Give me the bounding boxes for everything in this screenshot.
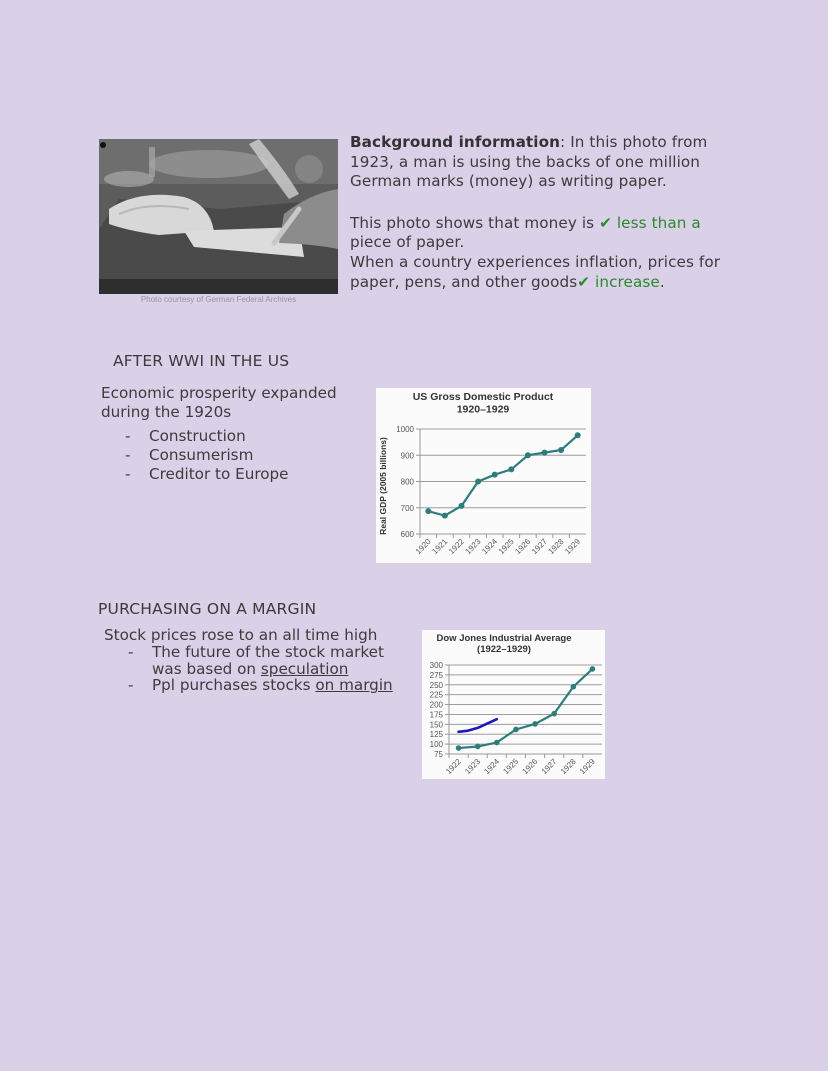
background-paragraph (350, 133, 730, 192)
data-point (442, 513, 448, 519)
gdp-chart (376, 388, 591, 563)
background-text: : In this photo from 1923, a man is using the backs of one million German marks (money) as writing paper. (350, 133, 708, 191)
data-point (513, 727, 519, 733)
y-tick-label: 75 (434, 750, 443, 759)
chart-subtitle: (1922–1929) (477, 644, 531, 655)
bullet-item (104, 644, 414, 678)
q2-answer: increase (590, 272, 660, 291)
section1-intro-line1: Economic prosperity expanded (101, 384, 337, 402)
y-tick-label: 300 (429, 661, 443, 670)
section2-body (104, 627, 414, 694)
data-point (456, 745, 462, 751)
background-info (350, 133, 740, 292)
question-1 (350, 214, 740, 253)
x-tick-label: 1929 (563, 537, 583, 556)
x-tick-label: 1924 (480, 537, 500, 556)
data-point (508, 466, 514, 472)
section2-intro: Stock prices rose to an all time high (104, 626, 378, 644)
bullet-text: was based on (152, 659, 261, 678)
y-tick-label: 150 (429, 720, 443, 730)
y-tick-label: 600 (400, 530, 414, 539)
y-tick-label: 100 (429, 740, 443, 750)
x-tick-label: 1928 (558, 757, 578, 776)
bullet-text: Ppl purchases stocks (152, 676, 316, 695)
y-tick-label: 900 (400, 451, 414, 461)
chart-subtitle: 1920–1929 (456, 403, 510, 416)
question-2 (350, 253, 730, 292)
data-point (492, 472, 498, 478)
y-tick-label: 1000 (396, 425, 414, 434)
x-tick-label: 1922 (444, 757, 463, 776)
bullet-item: - Construction (101, 427, 361, 446)
historical-photo (99, 139, 338, 294)
series-line (459, 669, 593, 748)
y-tick-label: 225 (429, 690, 443, 700)
y-axis-label: Real GDP (2005 billions) (378, 437, 388, 535)
underlined-term-margin: on margin (315, 676, 393, 695)
y-tick-label: 275 (429, 670, 443, 680)
data-point (459, 503, 465, 509)
checkmark-icon: ✔ (577, 272, 591, 291)
data-point (590, 666, 596, 672)
background-label: Background information (350, 133, 561, 151)
dow-chart-svg (422, 630, 605, 779)
x-tick-label: 1922 (446, 537, 466, 556)
bullet-item (104, 677, 414, 694)
q1-answer: less than a (611, 213, 701, 232)
checkmark-icon: ✔ (599, 213, 612, 232)
x-tick-label: 1920 (413, 537, 433, 556)
underlined-term-speculation: speculation (260, 659, 349, 678)
x-tick-label: 1929 (577, 757, 597, 776)
y-tick-label: 175 (429, 710, 443, 720)
x-tick-label: 1923 (463, 757, 483, 776)
bullet-item: - Creditor to Europe (101, 465, 361, 484)
data-point (525, 452, 531, 458)
q2-text-end: . (659, 272, 665, 291)
q2-text: When a country experiences inflation, prices for paper, pens, and other goods (350, 252, 721, 291)
data-point (571, 684, 577, 690)
y-tick-label: 200 (429, 700, 443, 710)
q1-text: This photo shows that money is (350, 213, 600, 232)
q1-text-end: piece of paper. (350, 233, 465, 252)
x-tick-label: 1926 (513, 537, 533, 556)
section1-bullets (101, 427, 361, 484)
chart-title: US Gross Domestic Product (412, 391, 554, 403)
x-tick-label: 1924 (482, 757, 502, 776)
x-tick-label: 1927 (539, 757, 559, 776)
x-tick-label: 1926 (520, 757, 540, 776)
x-tick-label: 1921 (430, 537, 450, 556)
x-tick-label: 1923 (463, 537, 483, 556)
bullet-text: The future of the stock market (152, 642, 384, 661)
y-tick-label: 250 (429, 680, 443, 690)
x-tick-label: 1928 (546, 537, 566, 556)
dow-chart (422, 630, 605, 779)
data-point (551, 711, 557, 717)
section1-intro-line2: during the 1920s (101, 403, 232, 421)
data-point (558, 447, 564, 453)
series-line (428, 435, 577, 515)
x-tick-label: 1925 (496, 537, 516, 556)
data-point (542, 450, 548, 456)
section1-body (101, 384, 361, 484)
section2-bullets (104, 644, 414, 694)
photo-illustration (99, 139, 338, 294)
x-tick-label: 1927 (529, 537, 549, 556)
y-tick-label: 125 (429, 730, 443, 740)
data-point (425, 508, 431, 514)
data-point (475, 744, 481, 750)
x-tick-label: 1925 (501, 757, 521, 776)
y-tick-label: 800 (400, 477, 414, 487)
bullet-item: - Consumerism (101, 446, 361, 465)
data-point (494, 740, 500, 746)
gdp-chart-svg (376, 388, 591, 563)
section-heading-after-wwi: AFTER WWI IN THE US (113, 352, 290, 370)
section-heading-margin: PURCHASING ON A MARGIN (98, 600, 317, 618)
photo-caption: Photo courtesy of German Federal Archives (140, 295, 297, 304)
data-point (532, 721, 538, 727)
chart-title: Dow Jones Industrial Average (436, 633, 572, 644)
data-point (475, 479, 481, 485)
data-point (575, 432, 581, 438)
y-tick-label: 700 (400, 503, 414, 513)
handwritten-annotation-stroke (459, 719, 497, 732)
